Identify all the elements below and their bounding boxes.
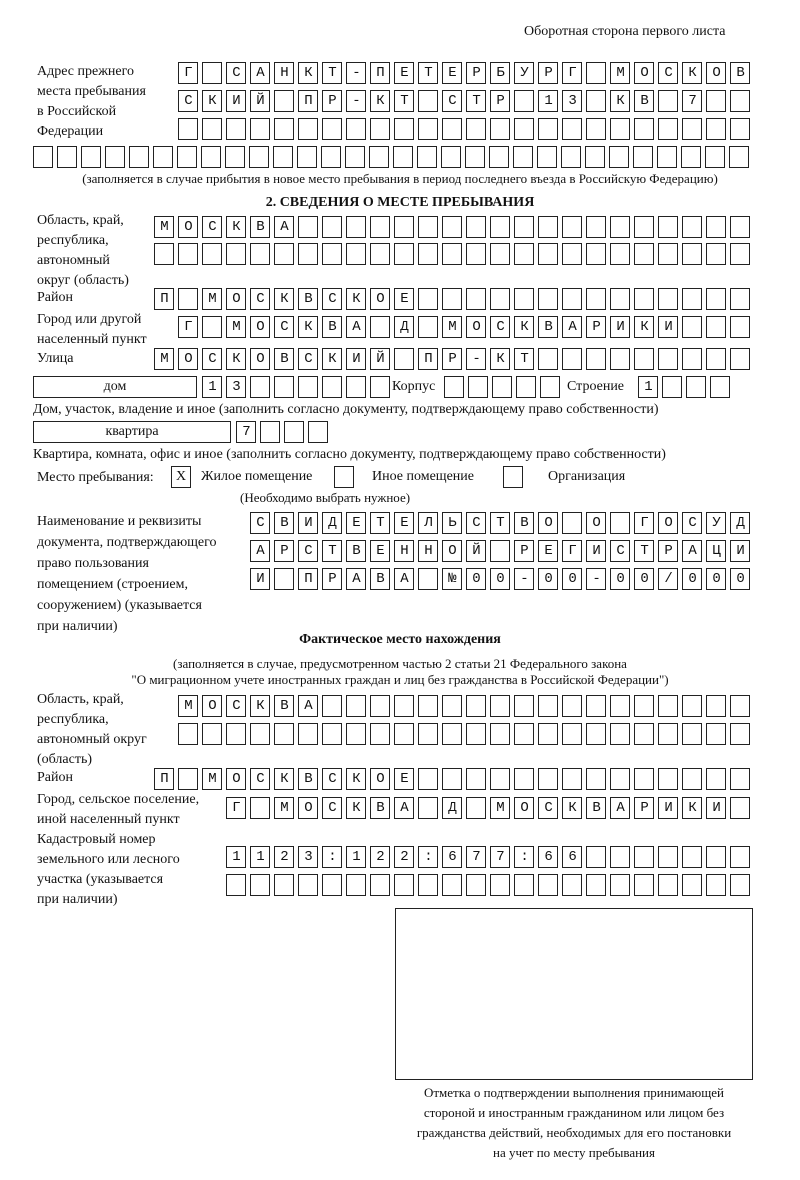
city-row-text: Г МОСКВА Д МОСКВАРИКИ xyxy=(184,319,761,335)
actual-region-row-text xyxy=(178,723,760,746)
document-row-text: АРСТВЕННОЙ РЕГИСТРАЦИ xyxy=(256,543,761,559)
document-label: помещением (строением, xyxy=(37,577,188,592)
document-label: при наличии) xyxy=(37,619,118,634)
actual-location-title: Фактическое место нахождения xyxy=(299,632,501,647)
place-option-label: Организация xyxy=(548,469,626,484)
page-header: Оборотная сторона первого листа xyxy=(524,24,726,39)
actual-district-label: Район xyxy=(37,770,73,785)
street-label: Улица xyxy=(37,351,74,366)
document-label: документа, подтверждающего xyxy=(37,535,217,550)
actual-note: (заполняется в случае, предусмотренном частью 2 статьи 21 Федерального закона xyxy=(173,656,627,671)
city-label: Город или другой xyxy=(37,312,142,327)
region-row-text xyxy=(154,243,760,266)
actual-region-label: автономный округ xyxy=(37,732,147,747)
cadastral-label: участка (указывается xyxy=(37,872,164,887)
document-row-text: И ПРАВА №00-00-00/000 xyxy=(256,571,761,587)
stamp-box xyxy=(395,908,753,1080)
house-note: Дом, участок, владение и иное (заполнить согласно документу, подтверждающему право собственности) xyxy=(33,402,659,417)
house-cells-text: 13 xyxy=(208,379,401,395)
stamp-caption: стороной и иностранным гражданином или лицом без xyxy=(423,1105,725,1120)
actual-city-label: иной населенный пункт xyxy=(37,812,180,827)
street-row-text: МОСКОВСКИЙ ПР-КТ xyxy=(160,351,761,367)
section-2-title: 2. СВЕДЕНИЯ О МЕСТЕ ПРЕБЫВАНИЯ xyxy=(265,195,535,210)
cadastral-label: при наличии) xyxy=(37,892,118,907)
cadastral-row-text xyxy=(226,874,760,897)
region-label: Область, край, xyxy=(37,213,124,228)
prev-address-row-text xyxy=(178,118,760,141)
cadastral-label: земельного или лесного xyxy=(37,852,180,867)
place-checkbox[interactable] xyxy=(503,466,523,488)
cadastral-label: Кадастровый номер xyxy=(37,832,156,847)
building-label: Строение xyxy=(567,379,625,394)
apartment-note: Квартира, комната, офис и иное (заполнить согласно документу, подтверждающему право собственности) xyxy=(33,447,666,462)
district-row-text: П МОСКВСКОЕ xyxy=(160,291,761,307)
building-cells-text: 1 xyxy=(644,379,741,395)
prev-address-label: Адрес прежнего xyxy=(37,64,134,79)
cadastral-row-text: 1123:122:677:66 xyxy=(232,849,761,865)
actual-note: "О миграционном учете иностранных граждан и лиц без гражданства в Российской Федерации") xyxy=(131,672,669,687)
district-label: Район xyxy=(37,290,73,305)
prev-address-row-text: Г САНКТ-ПЕТЕРБУРГ МОСКОВ xyxy=(184,65,761,81)
apartment-type-box: квартира xyxy=(33,421,231,443)
house-type-box: дом xyxy=(33,376,197,398)
place-option-label: Иное помещение xyxy=(372,469,474,484)
actual-district-row-text: П МОСКВСКОЕ xyxy=(160,771,761,787)
region-row-text: МОСКВА xyxy=(160,219,761,235)
actual-region-label: (область) xyxy=(37,752,93,767)
prev-address-label: места пребывания xyxy=(37,84,146,99)
prev-address-row-text xyxy=(33,146,759,169)
actual-region-label: республика, xyxy=(37,712,109,727)
place-label: Место пребывания: xyxy=(37,470,154,485)
prev-address-note: (заполняется в случае прибытия в новое место пребывания в период последнего въезда в Российскую Федерацию) xyxy=(82,171,718,186)
document-label: сооружением) (указывается xyxy=(37,598,202,613)
place-checkbox[interactable] xyxy=(334,466,354,488)
prev-address-row-text: СКИЙ ПР-КТ СТР 13 КВ 7 xyxy=(184,93,761,109)
korpus-label: Корпус xyxy=(392,379,436,394)
actual-region-row-text: МОСКВА xyxy=(184,698,761,714)
city-label: населенный пункт xyxy=(37,332,147,347)
place-option-label: Жилое помещение xyxy=(201,469,313,484)
stamp-caption: на учет по месту пребывания xyxy=(493,1145,655,1160)
place-note: (Необходимо выбрать нужное) xyxy=(240,490,411,505)
place-checkbox[interactable]: X xyxy=(171,466,191,488)
region-label: округ (область) xyxy=(37,273,129,288)
actual-region-label: Область, край, xyxy=(37,692,124,707)
actual-city-label: Город, сельское поселение, xyxy=(37,792,200,807)
prev-address-label: в Российской xyxy=(37,104,117,119)
apartment-cells-text: 7 xyxy=(242,424,339,440)
korpus-cells-text xyxy=(444,376,570,399)
document-row-text: СВИДЕТЕЛЬСТВО О ГОСУД xyxy=(256,515,761,531)
prev-address-label: Федерации xyxy=(37,124,104,139)
actual-city-row-text: Г МОСКВА Д МОСКВАРИКИ xyxy=(232,800,761,816)
region-label: автономный xyxy=(37,253,110,268)
stamp-caption: Отметка о подтверждении выполнения принимающей xyxy=(423,1085,725,1100)
region-label: республика, xyxy=(37,233,109,248)
document-label: право пользования xyxy=(37,556,149,571)
document-label: Наименование и реквизиты xyxy=(37,514,202,529)
stamp-caption: гражданства действий, необходимых для его постановки xyxy=(416,1125,732,1140)
